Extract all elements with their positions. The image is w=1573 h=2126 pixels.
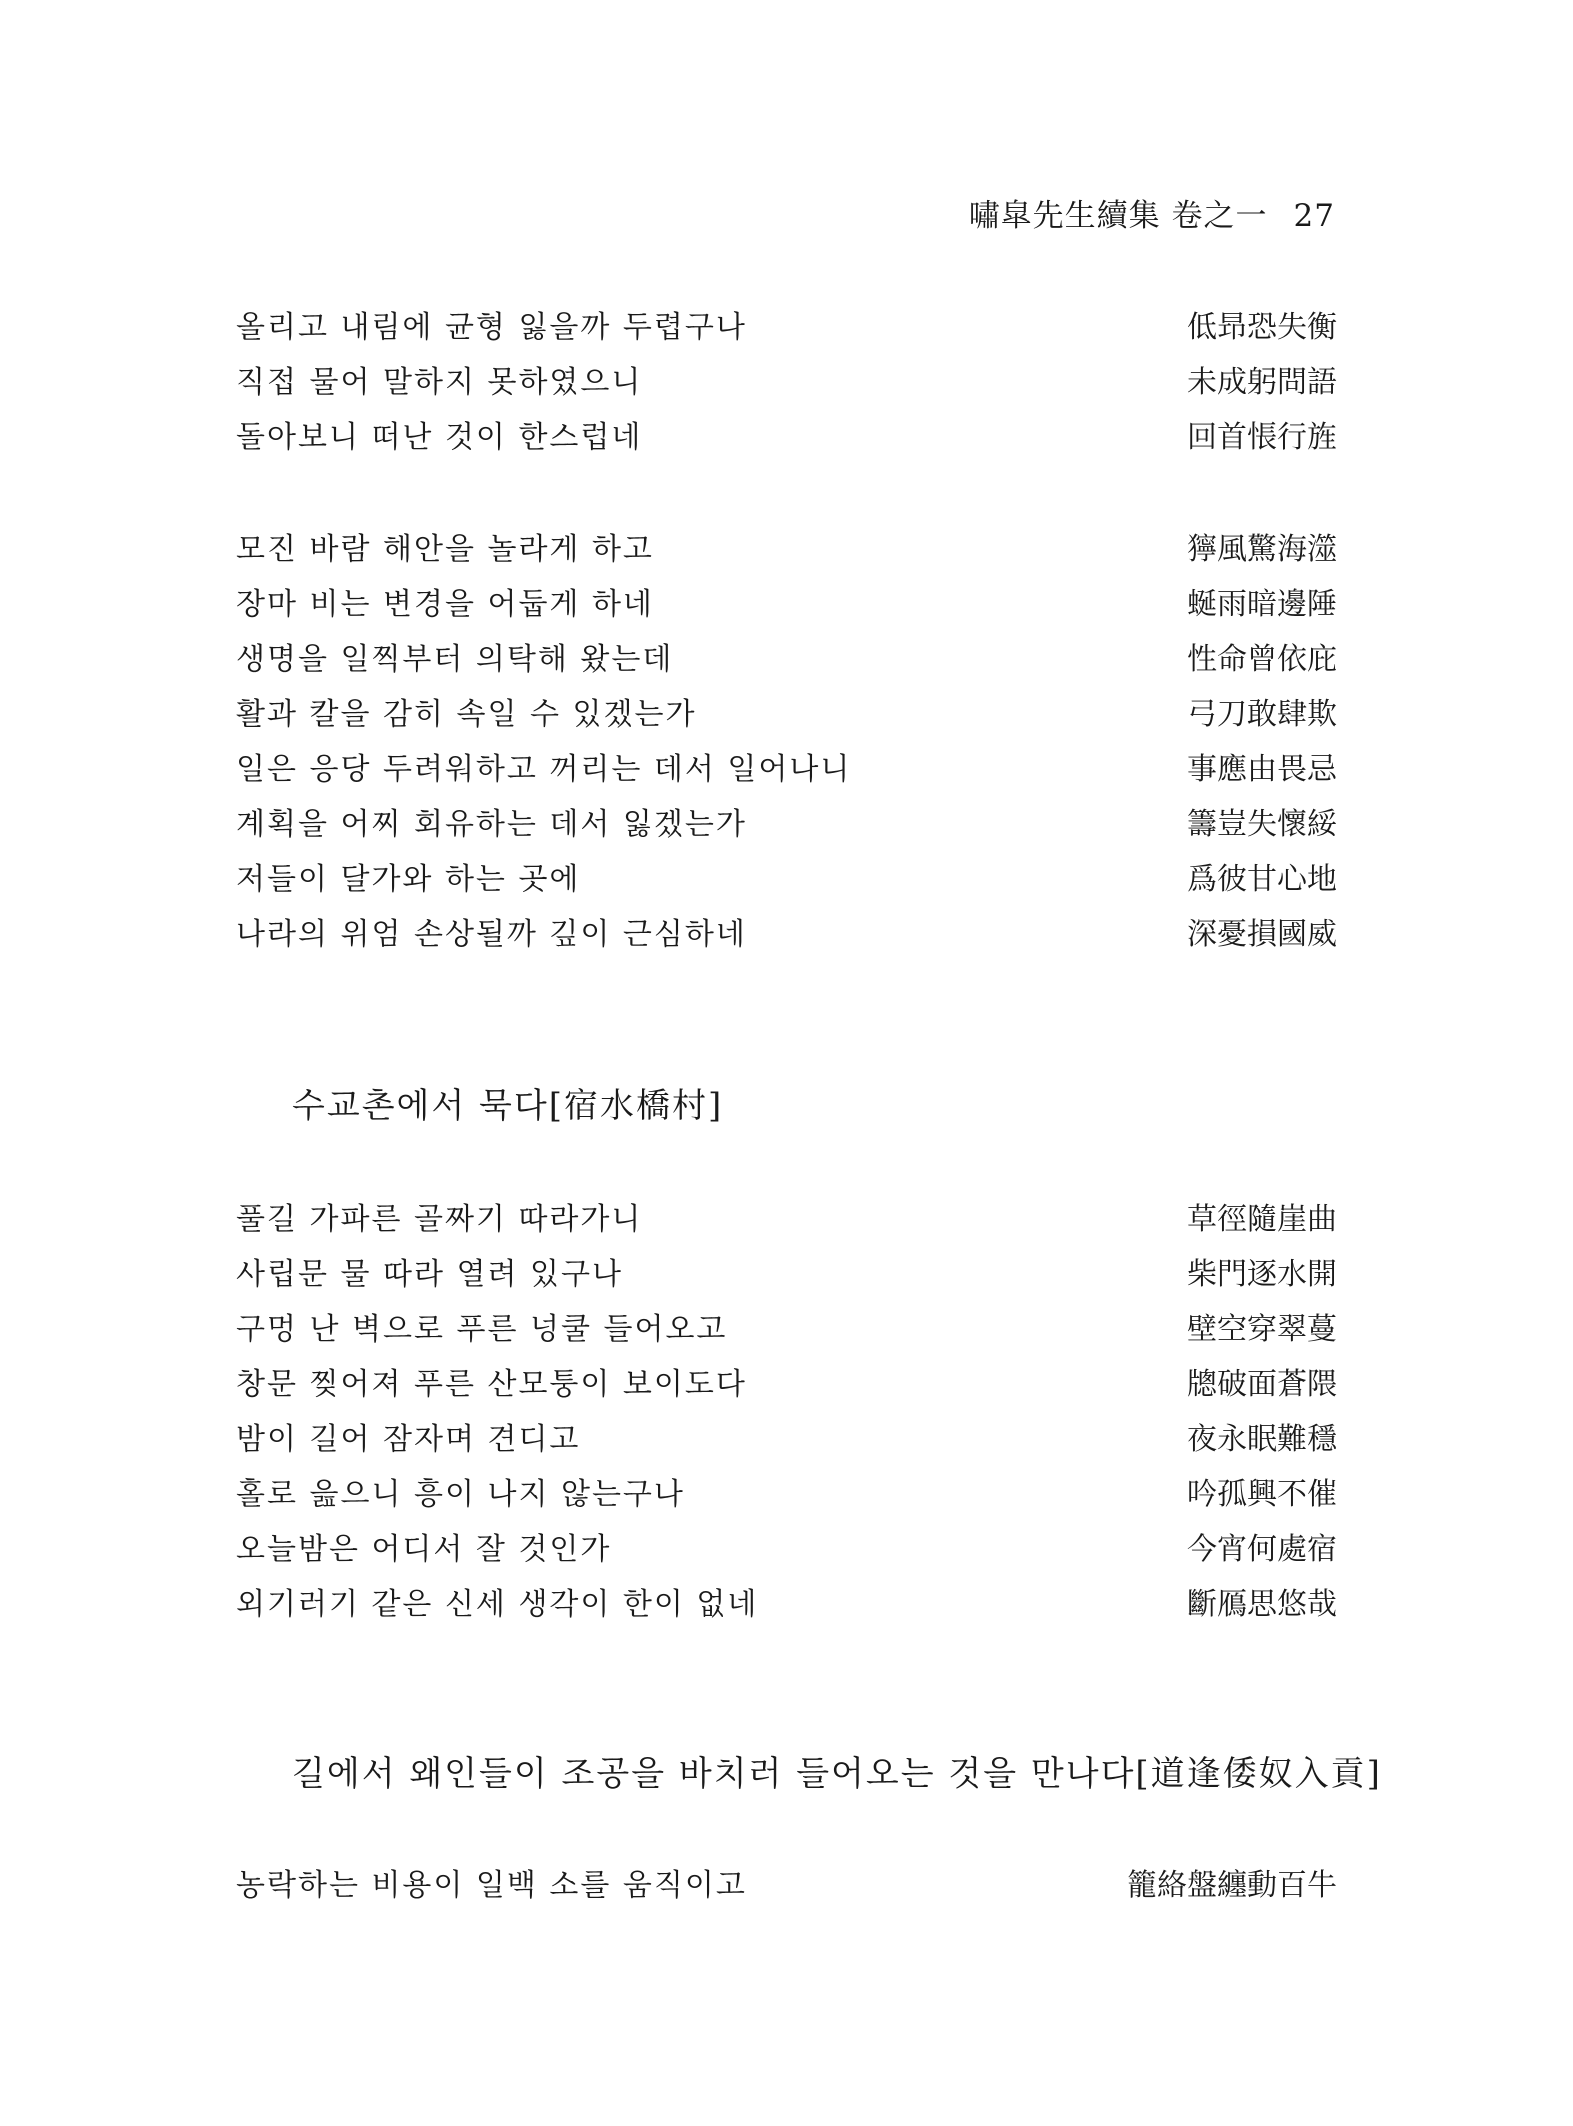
hanja-original: 籠絡盤纏動百牛 [1127, 1868, 1337, 1903]
book-title: 嘯皐先生續集 卷之一 [968, 198, 1268, 234]
hanja-original: 壁空穿翠蔓 [1187, 1312, 1337, 1347]
hanja-original: 草徑隨崖曲 [1187, 1202, 1337, 1237]
hanja-original: 未成躬問語 [1187, 365, 1337, 400]
poem-line [236, 799, 1337, 854]
hanja-original: 事應由畏忌 [1187, 752, 1337, 787]
korean-translation: 오늘밤은 어디서 잘 것인가 [236, 1532, 612, 1567]
hanja-original: 回首悵行旌 [1187, 420, 1337, 455]
poem-line [236, 524, 1337, 579]
poem-line [236, 1304, 1337, 1359]
korean-translation: 일은 응당 두려워하고 꺼리는 데서 일어나니 [236, 752, 852, 787]
poem-line [236, 854, 1337, 909]
hanja-original: 蜒雨暗邊陲 [1187, 587, 1337, 622]
korean-translation: 저들이 달가와 하는 곳에 [236, 862, 581, 897]
poem-line [236, 1860, 1337, 1915]
poem-line [236, 1469, 1337, 1524]
poem-stanza-1 [236, 302, 1337, 467]
running-header [969, 190, 1335, 235]
hanja-original: 斷鴈思悠哉 [1187, 1587, 1337, 1622]
korean-translation: 홀로 읊으니 흥이 나지 않는구나 [236, 1477, 685, 1512]
hanja-original: 弓刀敢肆欺 [1187, 697, 1337, 732]
korean-translation: 생명을 일찍부터 의탁해 왔는데 [236, 642, 674, 677]
poem-line [236, 1524, 1337, 1579]
poem-line [236, 634, 1337, 689]
korean-translation: 직접 물어 말하지 못하였으니 [236, 365, 643, 400]
hanja-original: 吟孤興不催 [1187, 1477, 1337, 1512]
poem-line [236, 689, 1337, 744]
page-number: 27 [1293, 198, 1335, 234]
korean-translation: 올리고 내림에 균형 잃을까 두렵구나 [236, 310, 747, 345]
poem-stanza-4 [236, 1860, 1337, 1915]
korean-translation: 외기러기 같은 신세 생각이 한이 없네 [236, 1587, 759, 1622]
hanja-original: 性命曾依庇 [1187, 642, 1337, 677]
poem-line [236, 412, 1337, 467]
korean-translation: 나라의 위엄 손상될까 깊이 근심하네 [236, 917, 747, 952]
hanja-original: 低昻恐失衡 [1187, 310, 1337, 345]
hanja-original: 籌豈失懷綏 [1187, 807, 1337, 842]
hanja-original: 深憂損國威 [1187, 917, 1337, 952]
korean-translation: 밤이 길어 잠자며 견디고 [236, 1422, 581, 1457]
poem-line [236, 1249, 1337, 1304]
korean-translation: 계획을 어찌 회유하는 데서 잃겠는가 [236, 807, 747, 842]
poem-line [236, 357, 1337, 412]
korean-translation: 농락하는 비용이 일백 소를 움직이고 [236, 1868, 747, 1903]
hanja-original: 柴門逐水開 [1187, 1257, 1337, 1292]
poem-title: 길에서 왜인들이 조공을 바치러 들어오는 것을 만나다[道逢倭奴入貢] [292, 1754, 1382, 1794]
poem-stanza-2 [236, 524, 1337, 964]
korean-translation: 사립문 물 따라 열려 있구나 [236, 1257, 623, 1292]
korean-translation: 활과 칼을 감히 속일 수 있겠는가 [236, 697, 697, 732]
korean-translation: 모진 바람 해안을 놀라게 하고 [236, 532, 654, 567]
korean-translation: 풀길 가파른 골짜기 따라가니 [236, 1202, 643, 1237]
poem-line [236, 1194, 1337, 1249]
korean-translation: 구멍 난 벽으로 푸른 넝쿨 들어오고 [236, 1312, 728, 1347]
poem-stanza-3 [236, 1194, 1337, 1634]
korean-translation: 장마 비는 변경을 어둡게 하네 [236, 587, 654, 622]
korean-translation: 창문 찢어져 푸른 산모퉁이 보이도다 [236, 1367, 747, 1402]
poem-title: 수교촌에서 묵다[宿水橋村] [292, 1086, 724, 1126]
hanja-original: 牕破面蒼隈 [1187, 1367, 1337, 1402]
poem-line [236, 579, 1337, 634]
poem-line [236, 302, 1337, 357]
poem-line [236, 1359, 1337, 1414]
poem-line [236, 1414, 1337, 1469]
poem-line [236, 744, 1337, 799]
hanja-original: 獰風驚海澨 [1187, 532, 1337, 567]
hanja-original: 爲彼甘心地 [1187, 862, 1337, 897]
hanja-original: 夜永眠難穩 [1187, 1422, 1337, 1457]
poem-line [236, 909, 1337, 964]
poem-line [236, 1579, 1337, 1634]
korean-translation: 돌아보니 떠난 것이 한스럽네 [236, 420, 643, 455]
hanja-original: 今宵何處宿 [1187, 1532, 1337, 1567]
